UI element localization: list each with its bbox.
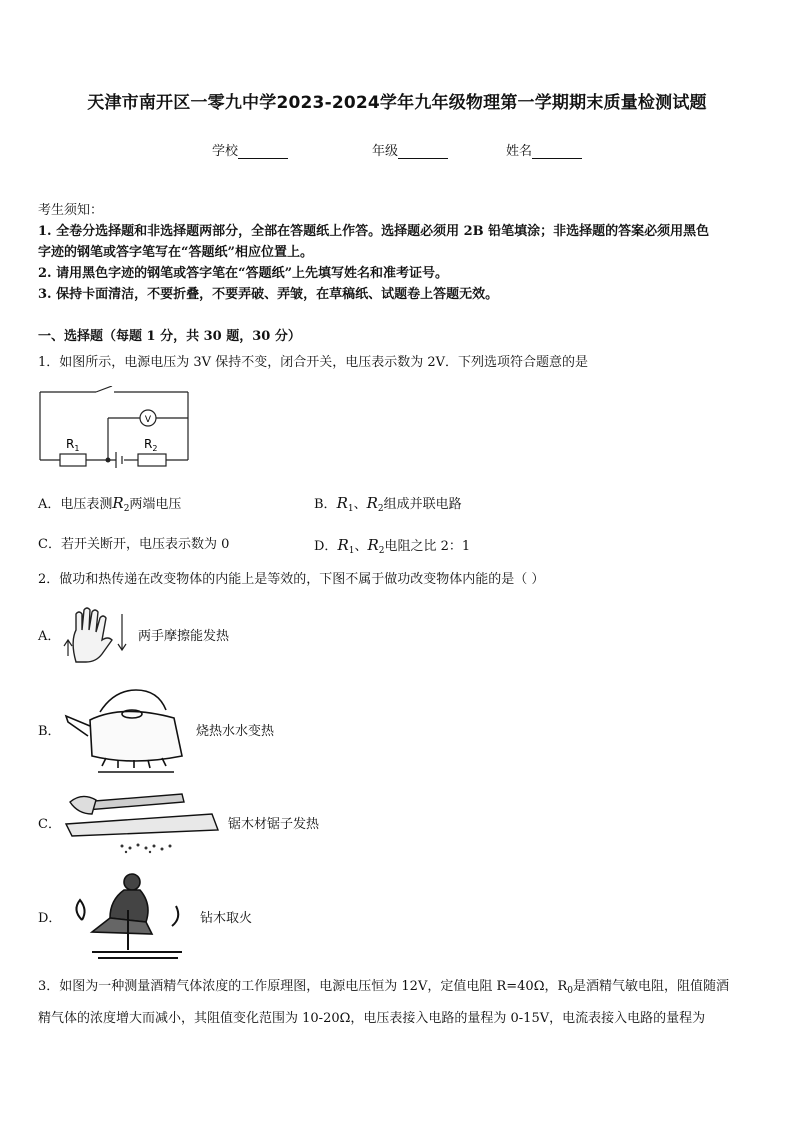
q1-option-c[interactable]: C．若开关断开，电压表示数为 0 [38,537,230,552]
notice-item-1-line-2: 字迹的钢笔或答字笔写在“答题纸”相应位置上。 [38,245,313,260]
section-heading: 一、选择题（每题 1 分，共 30 题，30 分） [38,329,301,344]
q2-stem: 2．做功和热传递在改变物体的内能上是等效的，下图不属于做功改变物体内能的是（ ） [38,572,545,587]
name-field[interactable] [506,140,582,159]
r1-label: $R_1$ [66,437,80,453]
grade-field[interactable] [372,140,448,159]
voltmeter-symbol: V [144,415,152,425]
grade-blank[interactable] [398,145,448,159]
rubbing-hands-icon [62,600,132,670]
q2-option-c-letter[interactable]: C． [38,817,61,832]
saw-icon [62,790,222,856]
notice-item-3: 3. 保持卡面清洁，不要折叠，不要弄破、弄皱，在草稿纸、试题卷上答题无效。 [38,287,499,302]
q2-option-d-caption: 钻木取火 [200,911,253,926]
q2-option-b-letter[interactable]: B． [38,724,61,739]
junction-dot [106,458,111,463]
school-blank[interactable] [238,145,288,159]
name-blank[interactable] [532,145,582,159]
q2-option-a-letter[interactable]: A． [38,629,61,644]
q2-option-a-caption: 两手摩擦能发热 [138,629,230,644]
q3-line-1: 3．如图为一种测量酒精气体浓度的工作原理图，电源电压恒为 12V，定值电阻 R=40Ω，$R_0$是酒精气敏电阻，阻值随酒 [38,979,730,996]
kettle-icon [62,686,190,776]
q1-option-b[interactable]: B．$R_1$、$R_2$组成并联电路 [314,494,462,514]
circuit-diagram [38,386,190,468]
q1-option-a[interactable]: A．电压表测$R_2$两端电压 [38,494,182,514]
school-label: 学校 [212,144,239,159]
q3-line-2: 精气体的浓度增大而减小，其阻值变化范围为 10-20Ω，电压表接入电路的量程为 0-15V，电流表接入电路的量程为 [38,1011,706,1026]
notice-heading: 考生须知： [38,203,104,218]
grade-label: 年级 [372,144,399,159]
q2-option-d-letter[interactable]: D． [38,911,62,926]
page-title: 天津市南开区一零九中学2023-2024学年九年级物理第一学期期末质量检测试题 [87,93,707,113]
fire-drill-icon [62,870,198,964]
q2-option-c-caption: 锯木材锯子发热 [228,817,320,832]
school-field[interactable] [212,140,288,159]
notice-item-1-line-1: 1. 全卷分选择题和非选择题两部分，全部在答题纸上作答。选择题必须用 2B 铅笔填涂；非选择题的答案必须用黑色 [38,224,710,239]
r2-label: $R_2$ [144,437,158,453]
name-label: 姓名 [506,144,533,159]
q1-option-d[interactable]: D．$R_1$、$R_2$电阻之比 2：1 [314,536,471,556]
notice-item-2: 2. 请用黑色字迹的钢笔或答字笔在“答题纸”上先填写姓名和准考证号。 [38,266,449,281]
q1-stem: 1．如图所示，电源电压为 3V 保持不变，闭合开关，电压表示数为 2V．下列选项符合题意的是 [38,355,588,370]
q2-option-b-caption: 烧热水水变热 [196,724,275,739]
